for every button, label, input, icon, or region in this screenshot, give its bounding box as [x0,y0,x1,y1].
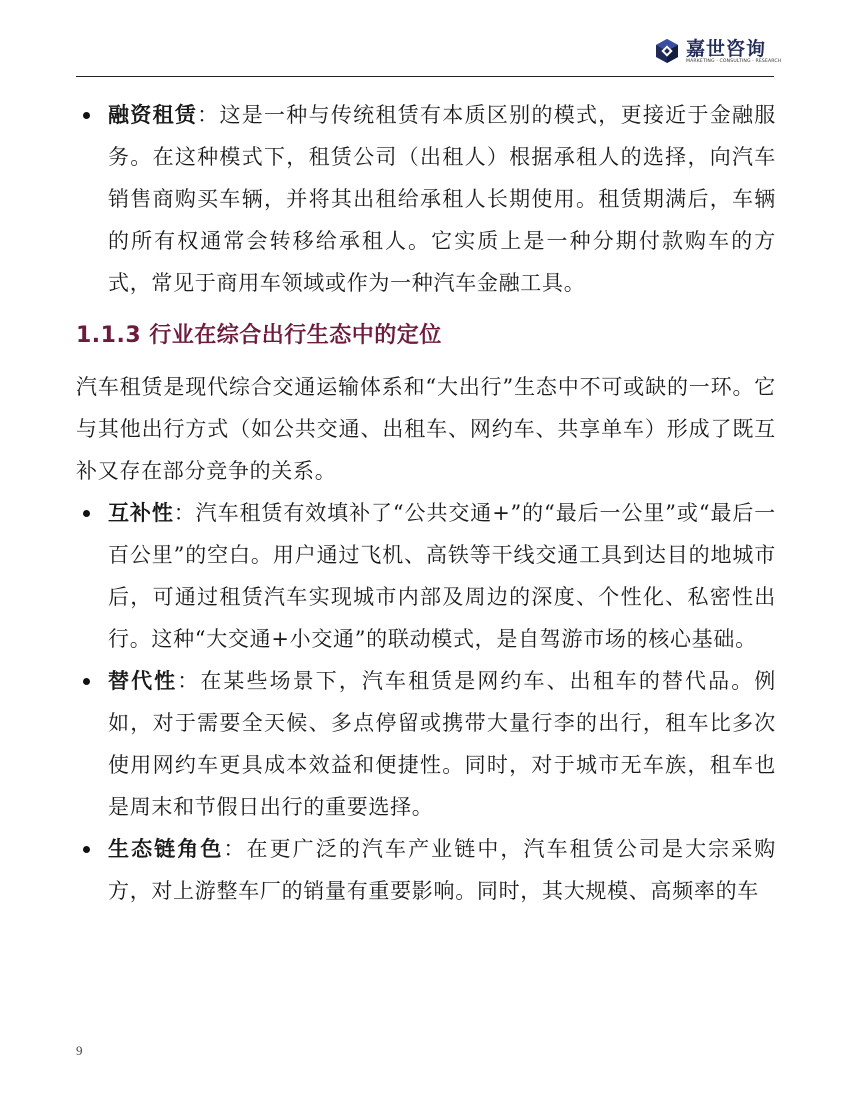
bullet-dot-icon [83,846,90,853]
brand-tagline: MARKETING · CONSULTING · RESEARCH [686,59,782,64]
bullet-item-complementarity [76,492,776,660]
bullet-paragraph [108,828,776,912]
bullet-paragraph [108,94,776,304]
bullet-separator: ： [177,669,201,693]
brand-name: 嘉世咨询 [686,38,767,60]
brand-logo [654,36,782,68]
page-number: 9 [76,1043,83,1058]
bullet-dot-icon [83,112,90,119]
bullet-dot-icon [83,678,90,685]
section-intro-paragraph: 汽车租赁是现代综合交通运输体系和“大出行”生态中不可或缺的一环。它与其他出行方式（如公共交通、出租车、网约车、共享单车）形成了既互补又存在部分竞争的关系。 [76,375,776,483]
bullet-paragraph [108,660,776,828]
bullet-separator: ： [197,103,220,127]
bullet-separator: ： [223,837,247,861]
brand-logo-icon [654,38,680,64]
bullet-item-substitutability [76,660,776,828]
bullet-dot-icon [83,510,90,517]
bullet-text: 在更广泛的汽车产业链中，汽车租赁公司是大宗采购方，对上游整车厂的销量有重要影响。同时，其大规模、高频率的车 [108,837,777,903]
bullet-term: 互补性 [108,501,174,525]
bullet-text: 汽车租赁有效填补了“公共交通+”的“最后一公里”或“最后一百公里”的空白。用户通过飞机、高铁等干线交通工具到达目的地城市后，可通过租赁汽车实现城市内部及周边的深度、个性化、私密性出行。这种“大交通+小交通”的联动模式，是自驾游市场的核心基础。 [108,501,777,651]
bullet-text: 这是一种与传统租赁有本质区别的模式，更接近于金融服务。在这种模式下，租赁公司（出租人）根据承租人的选择，向汽车销售商购买车辆，并将其出租给承租人长期使用。租赁期满后，车辆的所有权通常会转移给承租人。它实质上是一种分期付款购车的方式，常见于商用车领域或作为一种汽车金融工具。 [108,103,777,295]
bullet-item-ecosystem-role [76,828,776,912]
bullet-paragraph [108,492,776,660]
bullet-separator: ： [173,501,196,525]
page-header [76,30,782,77]
document-body [76,94,776,912]
bullet-term: 替代性 [108,669,178,693]
bullet-text: 在某些场景下，汽车租赁是网约车、出租车的替代品。例如，对于需要全天候、多点停留或携带大量行李的出行，租车比多次使用网约车更具成本效益和便捷性。同时，对于城市无车族，租车也是周末和节假日出行的重要选择。 [108,669,777,819]
section-heading: 1.1.3 行业在综合出行生态中的定位 [76,323,442,348]
bullet-term: 生态链角色 [108,837,224,861]
bullet-term: 融资租赁 [108,103,198,127]
bullet-item-financial-leasing [76,94,776,304]
